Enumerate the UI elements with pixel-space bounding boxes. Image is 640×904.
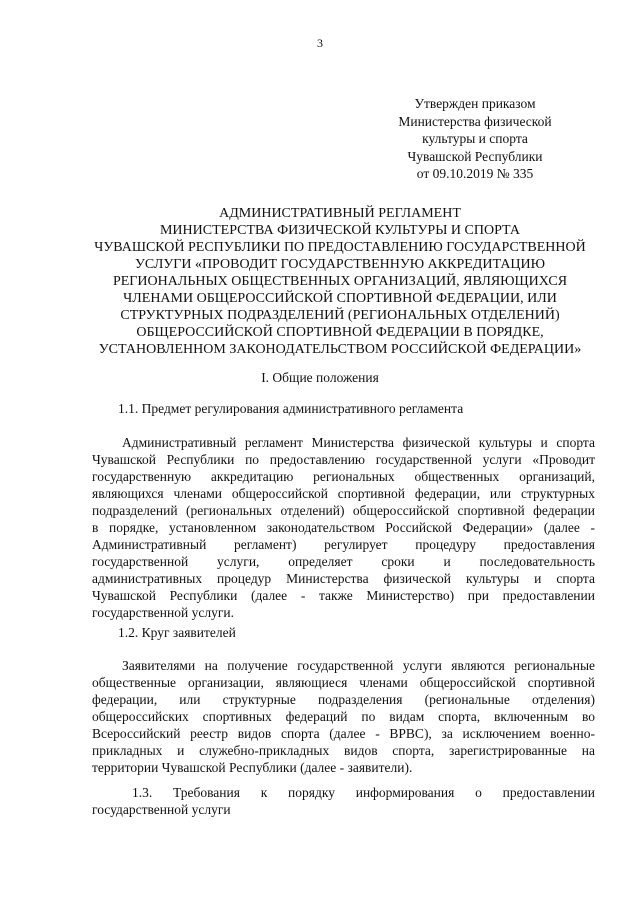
paragraph-line: государственной услуги, определяет сроки и последовательность [92, 554, 595, 569]
subsection-heading-1-2: 1.2. Круг заявителей [118, 625, 236, 640]
paragraph-line: Заявителями на получение государственной услуги являются региональные [122, 658, 595, 673]
title-line: МИНИСТЕРСТВА ФИЗИЧЕСКОЙ КУЛЬТУРЫ И СПОРТА [159, 223, 521, 238]
paragraph-line: Чувашской Республики (далее - также Министерство) при предоставлении [92, 588, 595, 603]
subsection-heading-1-3 [92, 784, 595, 818]
title-line: РЕГИОНАЛЬНЫХ ОБЩЕСТВЕННЫХ ОРГАНИЗАЦИЙ, ЯВЛЯЮЩИХСЯ [112, 274, 568, 289]
paragraph-1-1 [92, 434, 595, 621]
document-title [88, 205, 592, 358]
paragraph-line: подразделений (региональных отделений) общероссийской спортивной федерации [92, 503, 595, 518]
paragraph-line: Всероссийский реестр видов спорта (далее - ВРВС), за исключением военно- [92, 726, 595, 741]
paragraph-line: Административный регламент) регулирует процедуру предоставления [92, 537, 595, 552]
title-line: УСЛУГИ «ПРОВОДИТ ГОСУДАРСТВЕННУЮ АККРЕДИТАЦИЮ [134, 257, 546, 272]
title-line: СТРУКТУРНЫХ ПОДРАЗДЕЛЕНИЙ (РЕГИОНАЛЬНЫХ ОТДЕЛЕНИЙ) [120, 308, 560, 323]
subsection-heading-1-1: 1.1. Предмет регулирования административного регламента [118, 401, 464, 416]
title-line: ОБЩЕРОССИЙСКОЙ СПОРТИВНОЙ ФЕДЕРАЦИИ В ПОРЯДКЕ, [136, 325, 544, 340]
approval-line: культуры и спорта [422, 131, 528, 146]
paragraph-line: в порядке, установленном законодательством Российской Федерации» (далее - [92, 520, 595, 535]
paragraph-line: являющихся членами общероссийской спортивной федерации, или структурных [92, 486, 595, 501]
paragraph-line: федерации, или структурные подразделения (региональные отделения) [92, 692, 595, 707]
page-number: 3 [317, 36, 323, 50]
approval-line: Утвержден приказом [414, 96, 536, 111]
paragraph-line: государственную аккредитацию региональных общественных организаций, [92, 469, 595, 484]
title-line: ЧУВАШСКОЙ РЕСПУБЛИКИ ПО ПРЕДОСТАВЛЕНИЮ ГОСУДАРСТВЕННОЙ [94, 240, 586, 255]
paragraph-1-2 [92, 657, 595, 776]
heading-line: государственной услуги [92, 802, 231, 817]
paragraph-line: общероссийских спортивных федераций по видам спорта, включенным во [92, 709, 595, 724]
title-line: ЧЛЕНАМИ ОБЩЕРОССИЙСКОЙ СПОРТИВНОЙ ФЕДЕРАЦИИ, ИЛИ [123, 291, 557, 306]
paragraph-line: Административный регламент Министерства физической культуры и спорта [122, 435, 595, 450]
paragraph-line: государственной услуги. [92, 605, 234, 620]
title-line: АДМИНИСТРАТИВНЫЙ РЕГЛАМЕНТ [219, 206, 461, 221]
section-heading: I. Общие положения [261, 370, 379, 385]
approval-stamp [380, 95, 570, 183]
approval-line: Чувашской Республики [407, 148, 543, 164]
approval-line: Министерства физической [398, 113, 552, 129]
paragraph-line: административных процедур Министерства физической культуры и спорта [92, 571, 595, 586]
heading-line: 1.3. Требования к порядку информирования о предоставлении [132, 785, 595, 800]
approval-line: от 09.10.2019 № 335 [416, 166, 534, 181]
paragraph-line: территории Чувашской Республики (далее - заявители). [92, 760, 413, 775]
paragraph-line: общественные организации, являющиеся членами общероссийской спортивной [92, 675, 595, 690]
title-line: УСТАНОВЛЕННОМ ЗАКОНОДАТЕЛЬСТВОМ РОССИЙСКОЙ ФЕДЕРАЦИИ» [98, 342, 582, 357]
paragraph-line: Чувашской Республики по предоставлению государственной услуги «Проводит [92, 452, 595, 467]
paragraph-line: прикладных и служебно-прикладных видов спорта, зарегистрированные на [92, 743, 595, 758]
